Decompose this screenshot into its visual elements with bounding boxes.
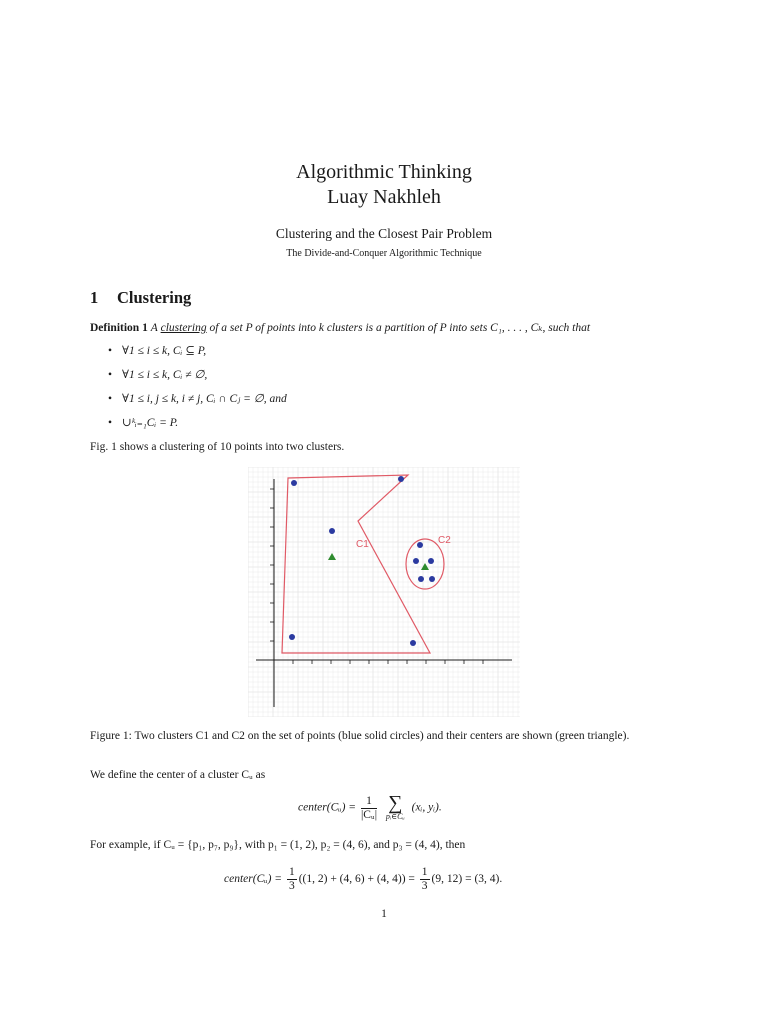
summation: ∑ pᵢ∈Cᵤ [385,792,405,821]
definition-term: clustering [160,322,207,334]
definition-label: Definition 1 [90,322,148,334]
equation-middle: ((1, 2) + (4, 6) + (4, 4)) = [298,873,415,886]
data-point [291,480,297,486]
fraction-denominator: 3 [421,880,428,892]
figure-axes [256,479,512,707]
page-number: 1 [381,908,387,920]
figure-grid [248,467,520,717]
equation-lhs: center(Cᵤ) = [224,873,283,886]
equation-rhs: (9, 12) = (3, 4). [431,873,503,886]
paper-title: Algorithmic Thinking [296,161,472,183]
fraction-denominator: 3 [288,880,295,892]
equation-fraction [420,866,430,893]
paper-title-block [0,160,768,210]
definition-conditions [108,342,287,438]
cluster-c1-boundary [282,475,430,653]
figure-caption: Figure 1: Two clusters C1 and C2 on the set of points (blue solid circles) and their centers are shown (green triangle). [90,730,630,742]
condition-text: ∀1 ≤ i ≤ k, Cᵢ ≠ ∅, [122,369,208,381]
data-point [429,576,435,582]
fraction-denominator: |Cᵤ| [360,808,377,821]
condition-text: ∀1 ≤ i, j ≤ k, i ≠ j, Cᵢ ∩ Cⱼ = ∅, and [122,393,287,405]
cluster-c1-label: C1 [356,539,369,550]
axis-ticks [270,489,483,664]
data-point [398,476,404,482]
data-point [410,640,416,646]
data-point [413,558,419,564]
fraction-numerator: 1 [361,795,377,809]
data-point [289,634,295,640]
data-point [329,528,335,534]
condition-text: ∪ᵏᵢ₌₁Cᵢ = P. [122,417,179,429]
data-point [428,558,434,564]
data-point [418,576,424,582]
figure-intro-text: Fig. 1 shows a clustering of 10 points into two clusters. [90,441,345,453]
data-point [417,542,423,548]
equation-fraction [287,866,297,893]
definition-text-after: of a set P of points into k clusters is a partition of P into sets C₁, . . . , Cₖ, such that [209,322,591,334]
equation-lhs: center(Cᵤ) = [298,801,357,814]
list-item: • ∪ᵏᵢ₌₁Cᵢ = P. [108,417,179,429]
clustering-figure [248,467,520,717]
example-equation [224,866,502,893]
definition-text-before: A [150,322,158,334]
paper-subsubtitle: The Divide-and-Conquer Algorithmic Technique [286,248,482,259]
paper-subtitle: Clustering and the Closest Pair Problem [275,226,493,241]
center-c2-triangle [421,563,429,570]
center-equation [298,794,442,822]
example-text: For example, if Cᵤ = {p₁, p₇, p₉}, with p₁ = (1, 2), p₂ = (4, 6), and p₃ = (4, 4), then [90,839,466,851]
list-item: • ∀1 ≤ i, j ≤ k, i ≠ j, Cᵢ ∩ Cⱼ = ∅, and [108,393,287,405]
equation-rhs: (xᵢ, yᵢ). [411,801,442,814]
center-c1-triangle [328,553,336,560]
list-item: • ∀1 ≤ i ≤ k, Cᵢ ⊆ P, [108,345,207,357]
section-title: Clustering [117,288,192,307]
fraction-numerator: 1 [288,866,295,878]
fraction-numerator: 1 [421,866,428,878]
section-heading [90,288,191,308]
summation-index: pᵢ∈Cᵤ [385,812,405,821]
cluster-c2-label: C2 [438,535,451,546]
condition-text: ∀1 ≤ i ≤ k, Cᵢ ⊆ P, [122,345,207,357]
paper-author: Luay Nakhleh [327,186,441,208]
section-number: 1 [90,288,99,307]
definition-statement [90,320,690,334]
list-item: • ∀1 ≤ i ≤ k, Cᵢ ≠ ∅, [108,369,208,381]
equation-fraction [361,795,377,822]
center-definition-text: We define the center of a cluster Cᵤ as [90,769,266,781]
